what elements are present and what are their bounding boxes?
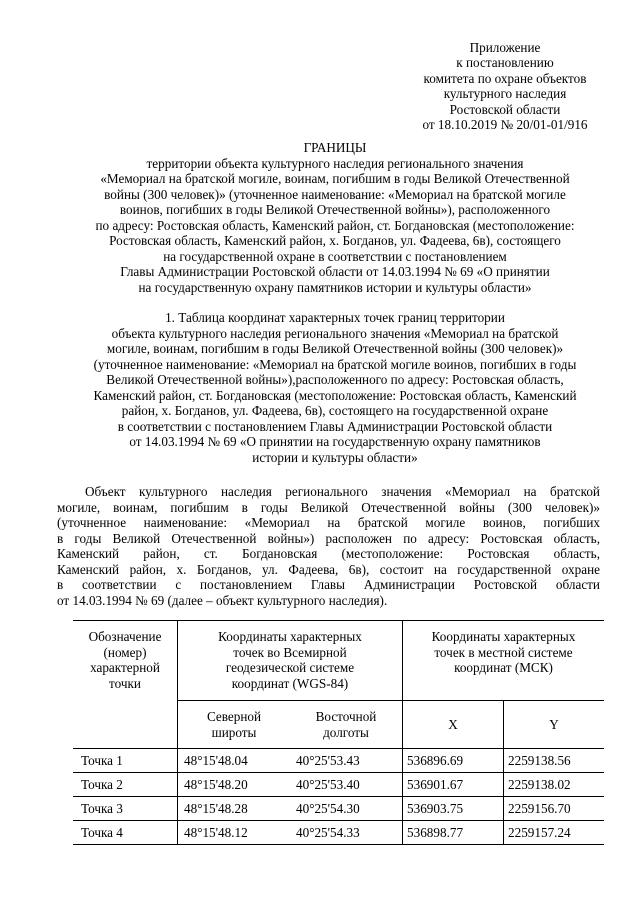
appendix-line: Ростовской области xyxy=(449,101,561,117)
cell-point: Точка 1 xyxy=(73,749,178,773)
header-north-line: широты xyxy=(211,724,257,740)
appendix-line: от 18.10.2019 № 20/01-01/916 xyxy=(422,117,588,133)
table-row xyxy=(73,821,604,845)
intro-line: Каменский район, ст. Богдановская (местоположение: Ростовская область, xyxy=(57,546,600,561)
header-msk-line: координат (МСК) xyxy=(454,660,553,675)
header-designation-line: точки xyxy=(109,675,141,691)
cell-point: Точка 4 xyxy=(73,821,178,845)
intro-line: Каменский район, х. Богданов, ул. Фадеева, 6в), состоит на государственной охране xyxy=(57,561,600,577)
title-line: Главы Администрации Ростовской области от 14.03.1994 № 69 «О принятии xyxy=(120,264,550,279)
intro-line: в соответствии с постановлением Главы Администрации Ростовской области xyxy=(57,577,600,592)
cell-north: 48°15'48.04 xyxy=(178,749,291,773)
intro-line: в годы Великой Отечественной войны») расположен по адресу: Ростовская область, xyxy=(57,530,600,546)
header-msk-line: Координаты характерных xyxy=(431,629,576,644)
header-msk xyxy=(403,621,605,701)
header-x: X xyxy=(403,701,504,749)
title-line: на государственную охрану памятников истории и культуры области» xyxy=(138,279,532,295)
appendix-line: культурного наследия xyxy=(443,86,567,102)
header-wgs-line: геодезической системе xyxy=(225,660,355,675)
table-heading-line: в соответствии с постановлением Главы Администрации Ростовской области xyxy=(117,418,553,434)
table-heading-line: (уточненное наименование: «Мемориал на братской могиле воинов, погибших в годы xyxy=(93,356,577,372)
header-y: Y xyxy=(504,701,605,749)
cell-east: 40°25'53.43 xyxy=(290,749,403,773)
header-wgs-line: точек во Всемирной xyxy=(233,644,347,660)
header-east-line: долготы xyxy=(323,724,369,740)
header-msk-line: точек в местной системе xyxy=(434,644,573,660)
appendix-block xyxy=(390,40,620,132)
cell-y: 2259138.56 xyxy=(504,749,605,773)
header-designation-line: (номер) xyxy=(103,644,147,660)
title-line: «Мемориал на братской могиле, воинам, погибшим в годы Великой Отечественной xyxy=(100,171,570,186)
intro-line: (уточненное наименование: «Мемориал на братской могиле воинов, погибших xyxy=(57,515,600,530)
title-line: воинов, погибших в годы Великой Отечественной войны»), расположенного xyxy=(119,202,551,217)
title-line: территории объекта культурного наследия регионального значения xyxy=(146,155,524,171)
intro-paragraph xyxy=(57,484,600,608)
table-heading-line: Каменский район, ст. Богдановская (местоположение: Ростовская область, Каменский xyxy=(93,387,577,403)
table-row xyxy=(73,797,604,821)
cell-y: 2259156.70 xyxy=(504,797,605,821)
header-wgs-line: Координаты характерных xyxy=(218,629,362,644)
appendix-line: к постановлению xyxy=(456,55,554,71)
header-north xyxy=(178,701,291,749)
table-heading-line: Великой Отечественной войны»),расположенного по адресу: Ростовская область, xyxy=(106,372,564,387)
table-heading xyxy=(50,310,620,465)
appendix-line: Приложение xyxy=(469,40,541,55)
table-heading-line: объекта культурного наследия регионального значения «Мемориал на братской xyxy=(111,325,559,341)
header-designation-line: Обозначение xyxy=(88,629,162,644)
cell-east: 40°25'54.30 xyxy=(290,797,403,821)
table-row xyxy=(73,773,604,797)
table-heading-line: могиле, воинам, погибшим в годы Великой Отечественной войны (300 человек)» xyxy=(106,341,564,356)
title-heading: ГРАНИЦЫ xyxy=(303,140,367,155)
header-designation-line: характерной xyxy=(90,660,160,675)
cell-east: 40°25'53.40 xyxy=(290,773,403,797)
cell-east: 40°25'54.33 xyxy=(290,821,403,845)
header-east-line: Восточной xyxy=(315,709,377,724)
intro-line: могиле, воинам, погибшим в годы Великой Отечественной войны (300 человек)» xyxy=(57,499,600,515)
header-east xyxy=(290,701,403,749)
header-wgs xyxy=(178,621,403,701)
appendix-line: комитета по охране объектов xyxy=(423,70,587,86)
intro-line: Объект культурного наследия регионального значения «Мемориал на братской xyxy=(85,484,600,499)
table-heading-line: от 14.03.1994 № 69 «О принятии на государственную охрану памятников xyxy=(129,434,541,449)
table-heading-line: 1. Таблица координат характерных точек границ территории xyxy=(165,310,505,325)
title-line: Ростовская область, Каменский район, х. Богданов, ул. Фадеева, 6в), состоящего xyxy=(109,233,561,248)
cell-y: 2259157.24 xyxy=(504,821,605,845)
cell-x: 536898.77 xyxy=(403,821,504,845)
coordinates-table xyxy=(73,620,604,845)
cell-north: 48°15'48.20 xyxy=(178,773,291,797)
cell-point: Точка 2 xyxy=(73,773,178,797)
title-line: на государственной охране в соответствии с постановлением xyxy=(163,248,507,264)
document-title xyxy=(50,140,620,295)
table-heading-line: район, х. Богданов, ул. Фадеева, 6в), состоящего на государственной охране xyxy=(121,403,549,418)
cell-y: 2259138.02 xyxy=(504,773,605,797)
header-designation xyxy=(73,621,178,749)
intro-line: от 14.03.1994 № 69 (далее – объект культурного наследия). xyxy=(57,592,388,608)
cell-north: 48°15'48.28 xyxy=(178,797,291,821)
header-wgs-line: координат (WGS-84) xyxy=(231,675,349,691)
cell-point: Точка 3 xyxy=(73,797,178,821)
cell-x: 536896.69 xyxy=(403,749,504,773)
header-north-line: Северной xyxy=(206,709,262,724)
table-row xyxy=(73,749,604,773)
table-heading-line: истории и культуры области» xyxy=(252,449,418,465)
cell-x: 536903.75 xyxy=(403,797,504,821)
title-line: войны (300 человек)» (уточненное наименование: «Мемориал на братской могиле xyxy=(104,186,566,202)
cell-x: 536901.67 xyxy=(403,773,504,797)
cell-north: 48°15'48.12 xyxy=(178,821,291,845)
title-line: по адресу: Ростовская область, Каменский район, ст. Богдановская (местоположение: xyxy=(95,217,575,233)
